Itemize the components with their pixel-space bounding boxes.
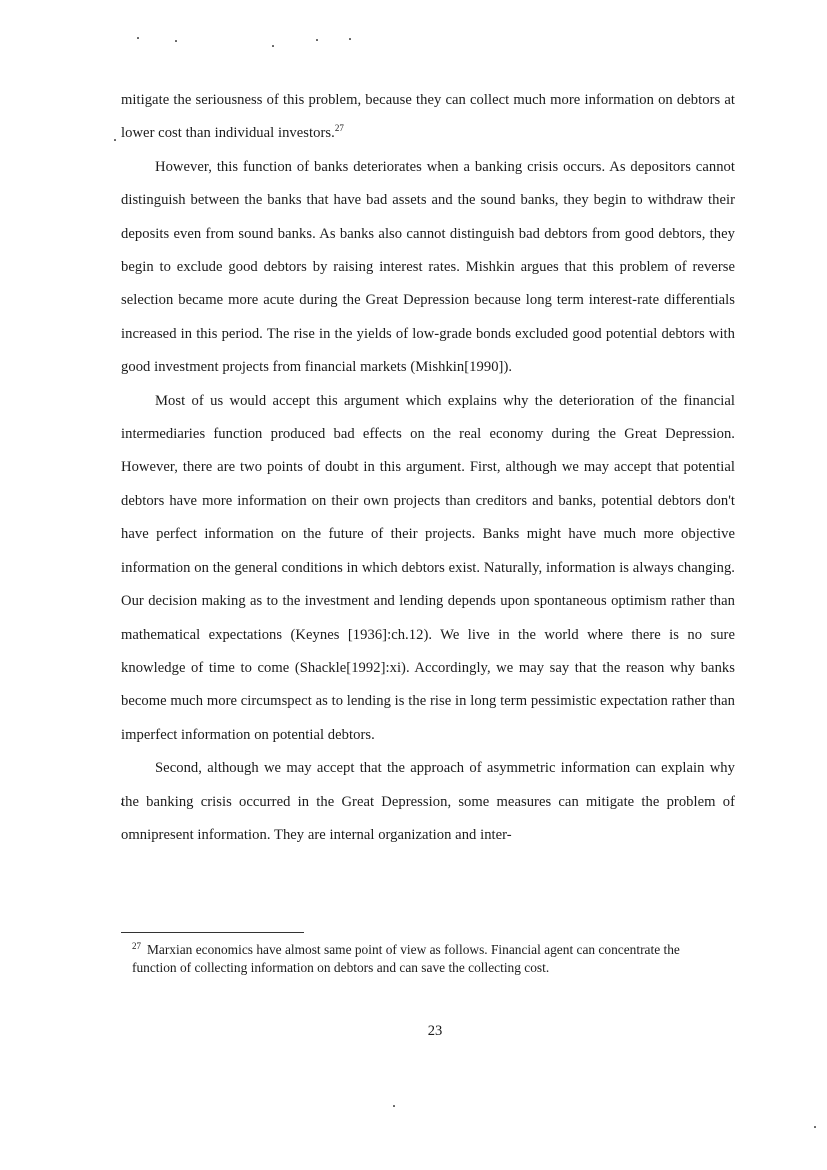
footnote-mark: 27 xyxy=(132,940,141,951)
paragraph-3: Most of us would accept this argument which explains why the deterioration of the financial intermediaries function produced bad effects on the real economy during the Great Depression. However, there are two points of doubt in this argument. First, although we may accept that potential debtors have more information on their own projects than creditors and banks, potential debtors don't have perfect information on the future of their projects. Banks might have much more objective information on the general conditions in which debtors exist. Naturally, information is always changing. Our decision making as to the investment and lending depends upon spontaneous optimism rather than mathematical expectations (Keynes [1936]:ch.12). We live in the world where there is no sure knowledge of time to come (Shackle[1992]:xi). Accordingly, we may say that the reason why banks become much more circumspect as to lending is the rise in long term pessimistic expectation rather than imperfect information on potential debtors. xyxy=(121,392,735,743)
footnote xyxy=(132,941,722,977)
paragraph-4: Second, although we may accept that the approach of asymmetric information can explain why the banking crisis occurred in the Great Depression, some measures can mitigate the problem of omnipresent information. They are internal organization and inter- xyxy=(121,760,735,843)
scan-speck xyxy=(393,1105,395,1107)
scan-speck xyxy=(114,139,116,141)
paragraph-1-text: mitigate the seriousness of this problem, because they can collect much more information on debtors at lower cost than individual investors. xyxy=(121,92,735,142)
body-text xyxy=(121,84,735,852)
footnote-text: Marxian economics have almost same point of view as follows. Financial agent can concentrate the function of collecting information on debtors and can save the collecting cost. xyxy=(132,942,680,975)
scan-speck xyxy=(272,45,274,47)
page-number: 23 xyxy=(427,1023,443,1039)
scan-speck xyxy=(175,40,177,42)
scan-speck xyxy=(137,37,139,39)
footnote-divider xyxy=(121,932,304,933)
footnote-reference[interactable]: 27 xyxy=(334,123,344,134)
paragraph-1 xyxy=(121,84,735,151)
scan-speck xyxy=(316,39,318,41)
scan-speck xyxy=(814,1126,816,1128)
paragraph-2: However, this function of banks deteriorates when a banking crisis occurs. As depositors cannot distinguish between the banks that have bad assets and the sound banks, they begin to withdraw their deposits even from sound banks. As banks also cannot distinguish bad debtors from good debtors, they begin to exclude good debtors by raising interest rates. Mishkin argues that this problem of reverse selection became more acute during the Great Depression because long term interest-rate differentials increased in this period. The rise in the yields of low-grade bonds excluded good potential debtors with good investment projects from financial markets (Mishkin[1990]). xyxy=(121,158,735,376)
scan-speck xyxy=(349,38,351,40)
